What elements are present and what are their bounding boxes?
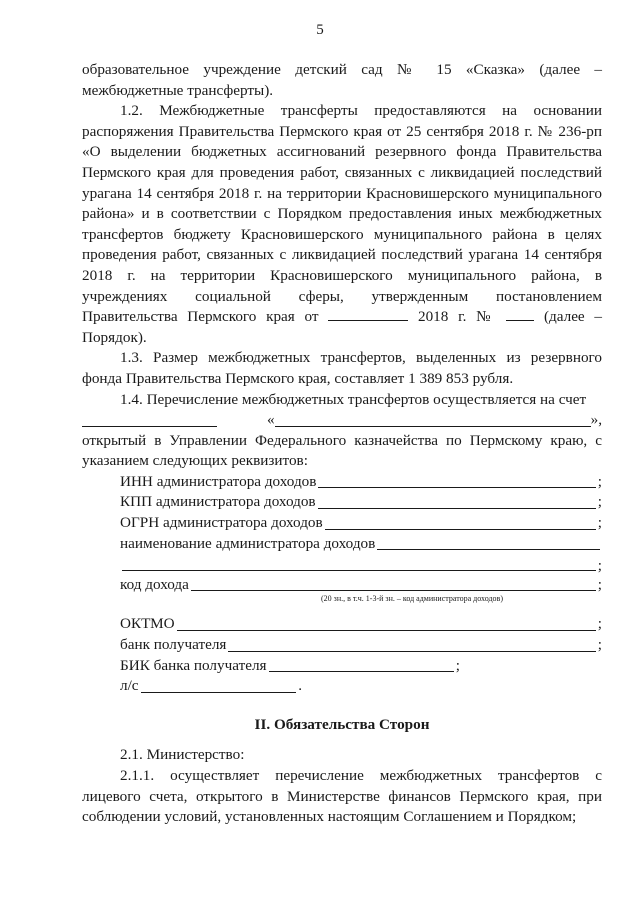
quote-close: », [590, 411, 602, 429]
requisite-income-code-field [191, 589, 596, 591]
paragraph-1-4: 1.4. Перечисление межбюджетных трансфертов осуществляется на счет [120, 390, 587, 408]
paragraph-intro: образовательное учреждение детский сад № 15 «Сказка» (далее – межбюджетные трансферты). [82, 61, 602, 99]
requisite-oktmo-label: ОКТМО [120, 615, 175, 633]
section-title: II. Обязательства Сторон [254, 715, 430, 733]
income-code-hint: (20 зн., в т.ч. 1-3-й зн. – код администратора доходов) [321, 594, 503, 604]
requisite-oktmo-field [177, 629, 596, 631]
paragraph-1-2 [82, 101, 602, 348]
requisite-oktmo: ОКТМО ; [82, 614, 602, 635]
paragraph-1-3: 1.3. Размер межбюджетных трансфертов, выделенных из резервного фонда Правительства Пермского края, составляет 1 389 853 рубля. [82, 349, 602, 387]
requisite-income-code-label: код дохода [120, 575, 189, 593]
quote-open: « [267, 411, 275, 429]
requisite-ogrn-label: ОГРН администратора доходов [120, 514, 323, 532]
requisite-inn-field [318, 486, 595, 488]
paragraph-1-2-tail: (далее – Порядок). [82, 308, 602, 346]
requisite-bank-label: банк получателя [120, 636, 227, 654]
requisite-name [82, 534, 602, 555]
account-line [82, 410, 602, 431]
requisite-name-field-2 [122, 570, 596, 571]
requisite-kpp-field [318, 507, 596, 509]
requisite-bik-label: БИК банка получателя [120, 656, 267, 674]
document-body [82, 60, 602, 828]
number-blank [506, 308, 534, 321]
date-blank [328, 308, 408, 321]
requisite-ls: л/с . [82, 676, 302, 697]
requisite-inn-label: ИНН администратора доходов [120, 472, 317, 490]
requisite-name-field [377, 548, 600, 550]
requisite-ogrn: ОГРН администратора доходов ; [82, 513, 602, 534]
requisite-bank-field [228, 650, 595, 652]
requisite-bank: банк получателя ; [82, 635, 602, 656]
paragraph-2-1: 2.1. Министерство: [120, 746, 245, 764]
requisite-ls-label: л/с [120, 677, 139, 695]
paragraph-1-4-tail: открытый в Управлении Федерального казначейства по Пермскому краю, с указанием следующих реквизитов: [82, 431, 602, 470]
requisite-income-code: код дохода ; [82, 575, 602, 596]
requisite-ogrn-field [325, 528, 596, 530]
page-number: 5 [316, 22, 324, 38]
requisite-name-continuation: ; [82, 554, 602, 575]
paragraph-1-2-year: 2018 г. № [417, 308, 497, 326]
requisite-kpp: КПП администратора доходов ; [82, 492, 602, 513]
paragraph-2-1-1: 2.1.1. осуществляет перечисление межбюджетных трансфертов с лицевого счета, открытого в Министерстве финансов Пермского края, при соблюдении условий, установленных настоящим Соглашением и Порядком; [82, 767, 602, 826]
requisite-ls-field [141, 691, 297, 693]
requisite-bik-field [269, 670, 454, 672]
paragraph-1-2-text: 1.2. Межбюджетные трансферты предоставляются на основании распоряжения Правительства Пермского края от 25 сентября 2018 г. № 236-рп «О выделении бюджетных ассигнований резервного фонда Правительства Пермского края для проведения работ, связанных с ликвидацией последствий урагана 14 сентября 2018 г. на территории Красновишерского муниципального района» и в соответствии с Порядком предоставления иных межбюджетных трансфертов бюджету Красновишерского муниципального района в целях проведения работ, связанных с ликвидацией последствий урагана 14 сентября 2018 г. на территории Красновишерского муниципального района, в учреждениях социальной сферы, утвержденным постановлением Правительства Пермского края от [82, 102, 602, 326]
requisite-name-label: наименование администратора доходов [120, 534, 376, 552]
account-blank-left [82, 426, 217, 427]
account-blank-main [275, 426, 591, 427]
requisite-inn: ИНН администратора доходов ; [82, 472, 602, 493]
requisite-bik: БИК банка получателя ; [82, 656, 460, 677]
requisite-kpp-label: КПП администратора доходов [120, 493, 316, 511]
